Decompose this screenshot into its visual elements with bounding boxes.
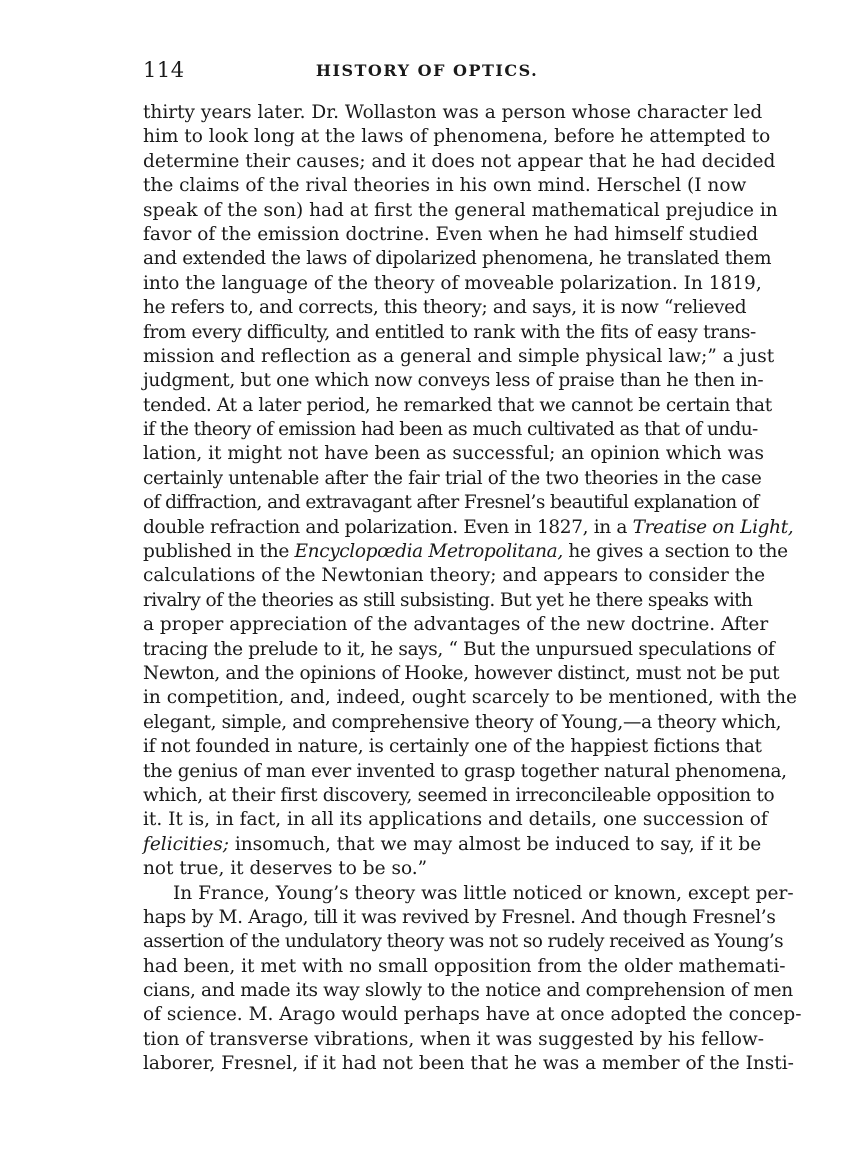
- text-line: certainly untenable after the fair trial of the two theories in the case: [143, 467, 762, 489]
- text-line: from every difficulty, and entitled to rank with the fits of easy trans-: [143, 321, 756, 343]
- text-line: a proper appreciation of the advantages of the new doctrine. After: [143, 614, 769, 636]
- text-line: had been, it met with no small opposition from the older mathemati-: [143, 955, 786, 977]
- encyclopaedia-title: Encyclopœdia Metropolitana,: [294, 541, 563, 563]
- text-line: and extended the laws of dipolarized phenomena, he translated them: [143, 248, 772, 270]
- text-line: favor of the emission doctrine. Even when he had himself studied: [143, 223, 759, 245]
- text-line: tended. At a later period, he remarked that we cannot be certain that: [143, 394, 772, 416]
- treatise-title: Treatise on Light,: [632, 516, 794, 538]
- text-line: mission and reflection as a general and simple physical law;” a just: [143, 345, 775, 367]
- text-line: rivalry of the theories as still subsisting. But yet he there speaks with: [143, 589, 753, 611]
- text-segment: published in the: [143, 541, 295, 563]
- text-line: him to look long at the laws of phenomena, before he attempted to: [143, 126, 771, 148]
- text-line: determine their causes; and it does not appear that he had decided: [143, 150, 776, 172]
- text-line: speak of the son) had at first the general mathematical prejudice in: [143, 199, 778, 221]
- text-line: of diffraction, and extravagant after Fresnel’s beautiful explanation of: [143, 492, 759, 514]
- text-line: the claims of the rival theories in his own mind. Herschel (I now: [143, 175, 747, 197]
- body-text: [143, 101, 802, 1077]
- text-line: laborer, Fresnel, if it had not been that he was a member of the Insti-: [143, 1053, 794, 1075]
- text-line: judgment, but one which now conveys less of praise than he then in-: [143, 370, 764, 392]
- text-line: [143, 516, 794, 540]
- text-line: [143, 833, 762, 857]
- text-line: haps by M. Arago, till it was revived by Fresnel. And though Fresnel’s: [143, 906, 776, 928]
- text-line: which, at their first discovery, seemed in irreconcileable opposition to: [143, 784, 775, 806]
- text-line: [143, 540, 788, 564]
- text-line: he refers to, and corrects, this theory; and says, it is now “relieved: [143, 297, 747, 319]
- text-line: if not founded in nature, is certainly one of the happiest fictions that: [143, 736, 762, 758]
- text-line: tracing the prelude to it, he says, “ But the unpursued speculations of: [143, 638, 775, 660]
- text-line: assertion of the undulatory theory was not so rudely received as Young’s: [143, 931, 784, 953]
- text-line: cians, and made its way slowly to the notice and comprehension of men: [143, 980, 793, 1002]
- text-line: tion of transverse vibrations, when it was suggested by his fellow-: [143, 1028, 765, 1050]
- felicities-word: felicities;: [143, 833, 229, 855]
- text-line: calculations of the Newtonian theory; and appears to consider the: [143, 565, 766, 587]
- text-line: if the theory of emission had been as much cultivated as that of undu-: [143, 419, 758, 441]
- text-line: lation, it might not have been as successful; an opinion which was: [143, 443, 764, 465]
- running-title: HISTORY OF OPTICS.: [315, 61, 539, 80]
- text-line: into the language of the theory of moveable polarization. In 1819,: [143, 272, 762, 294]
- text-segment: double refraction and polarization. Even in 1827, in a: [143, 516, 633, 538]
- text-line: it. It is, in fact, in all its applications and details, one succession of: [143, 809, 768, 831]
- text-segment: insomuch, that we may almost be induced to say, if it be: [228, 833, 762, 855]
- page-header: [143, 58, 711, 88]
- text-line: In France, Young’s theory was little noticed or known, except per-: [173, 882, 794, 904]
- text-line: thirty years later. Dr. Wollaston was a person whose character led: [143, 102, 763, 123]
- text-line: not true, it deserves to be so.”: [143, 858, 428, 880]
- text-line: the genius of man ever invented to grasp together natural phenomena,: [143, 760, 787, 782]
- text-segment: he gives a section to the: [562, 541, 788, 563]
- text-line: in competition, and, indeed, ought scarcely to be mentioned, with the: [143, 687, 797, 709]
- text-line: Newton, and the opinions of Hooke, however distinct, must not be put: [143, 662, 780, 684]
- page-number: 114: [143, 58, 185, 82]
- text-line: of science. M. Arago would perhaps have at once adopted the concep-: [143, 1004, 802, 1026]
- text-line: elegant, simple, and comprehensive theory of Young,—a theory which,: [143, 711, 782, 733]
